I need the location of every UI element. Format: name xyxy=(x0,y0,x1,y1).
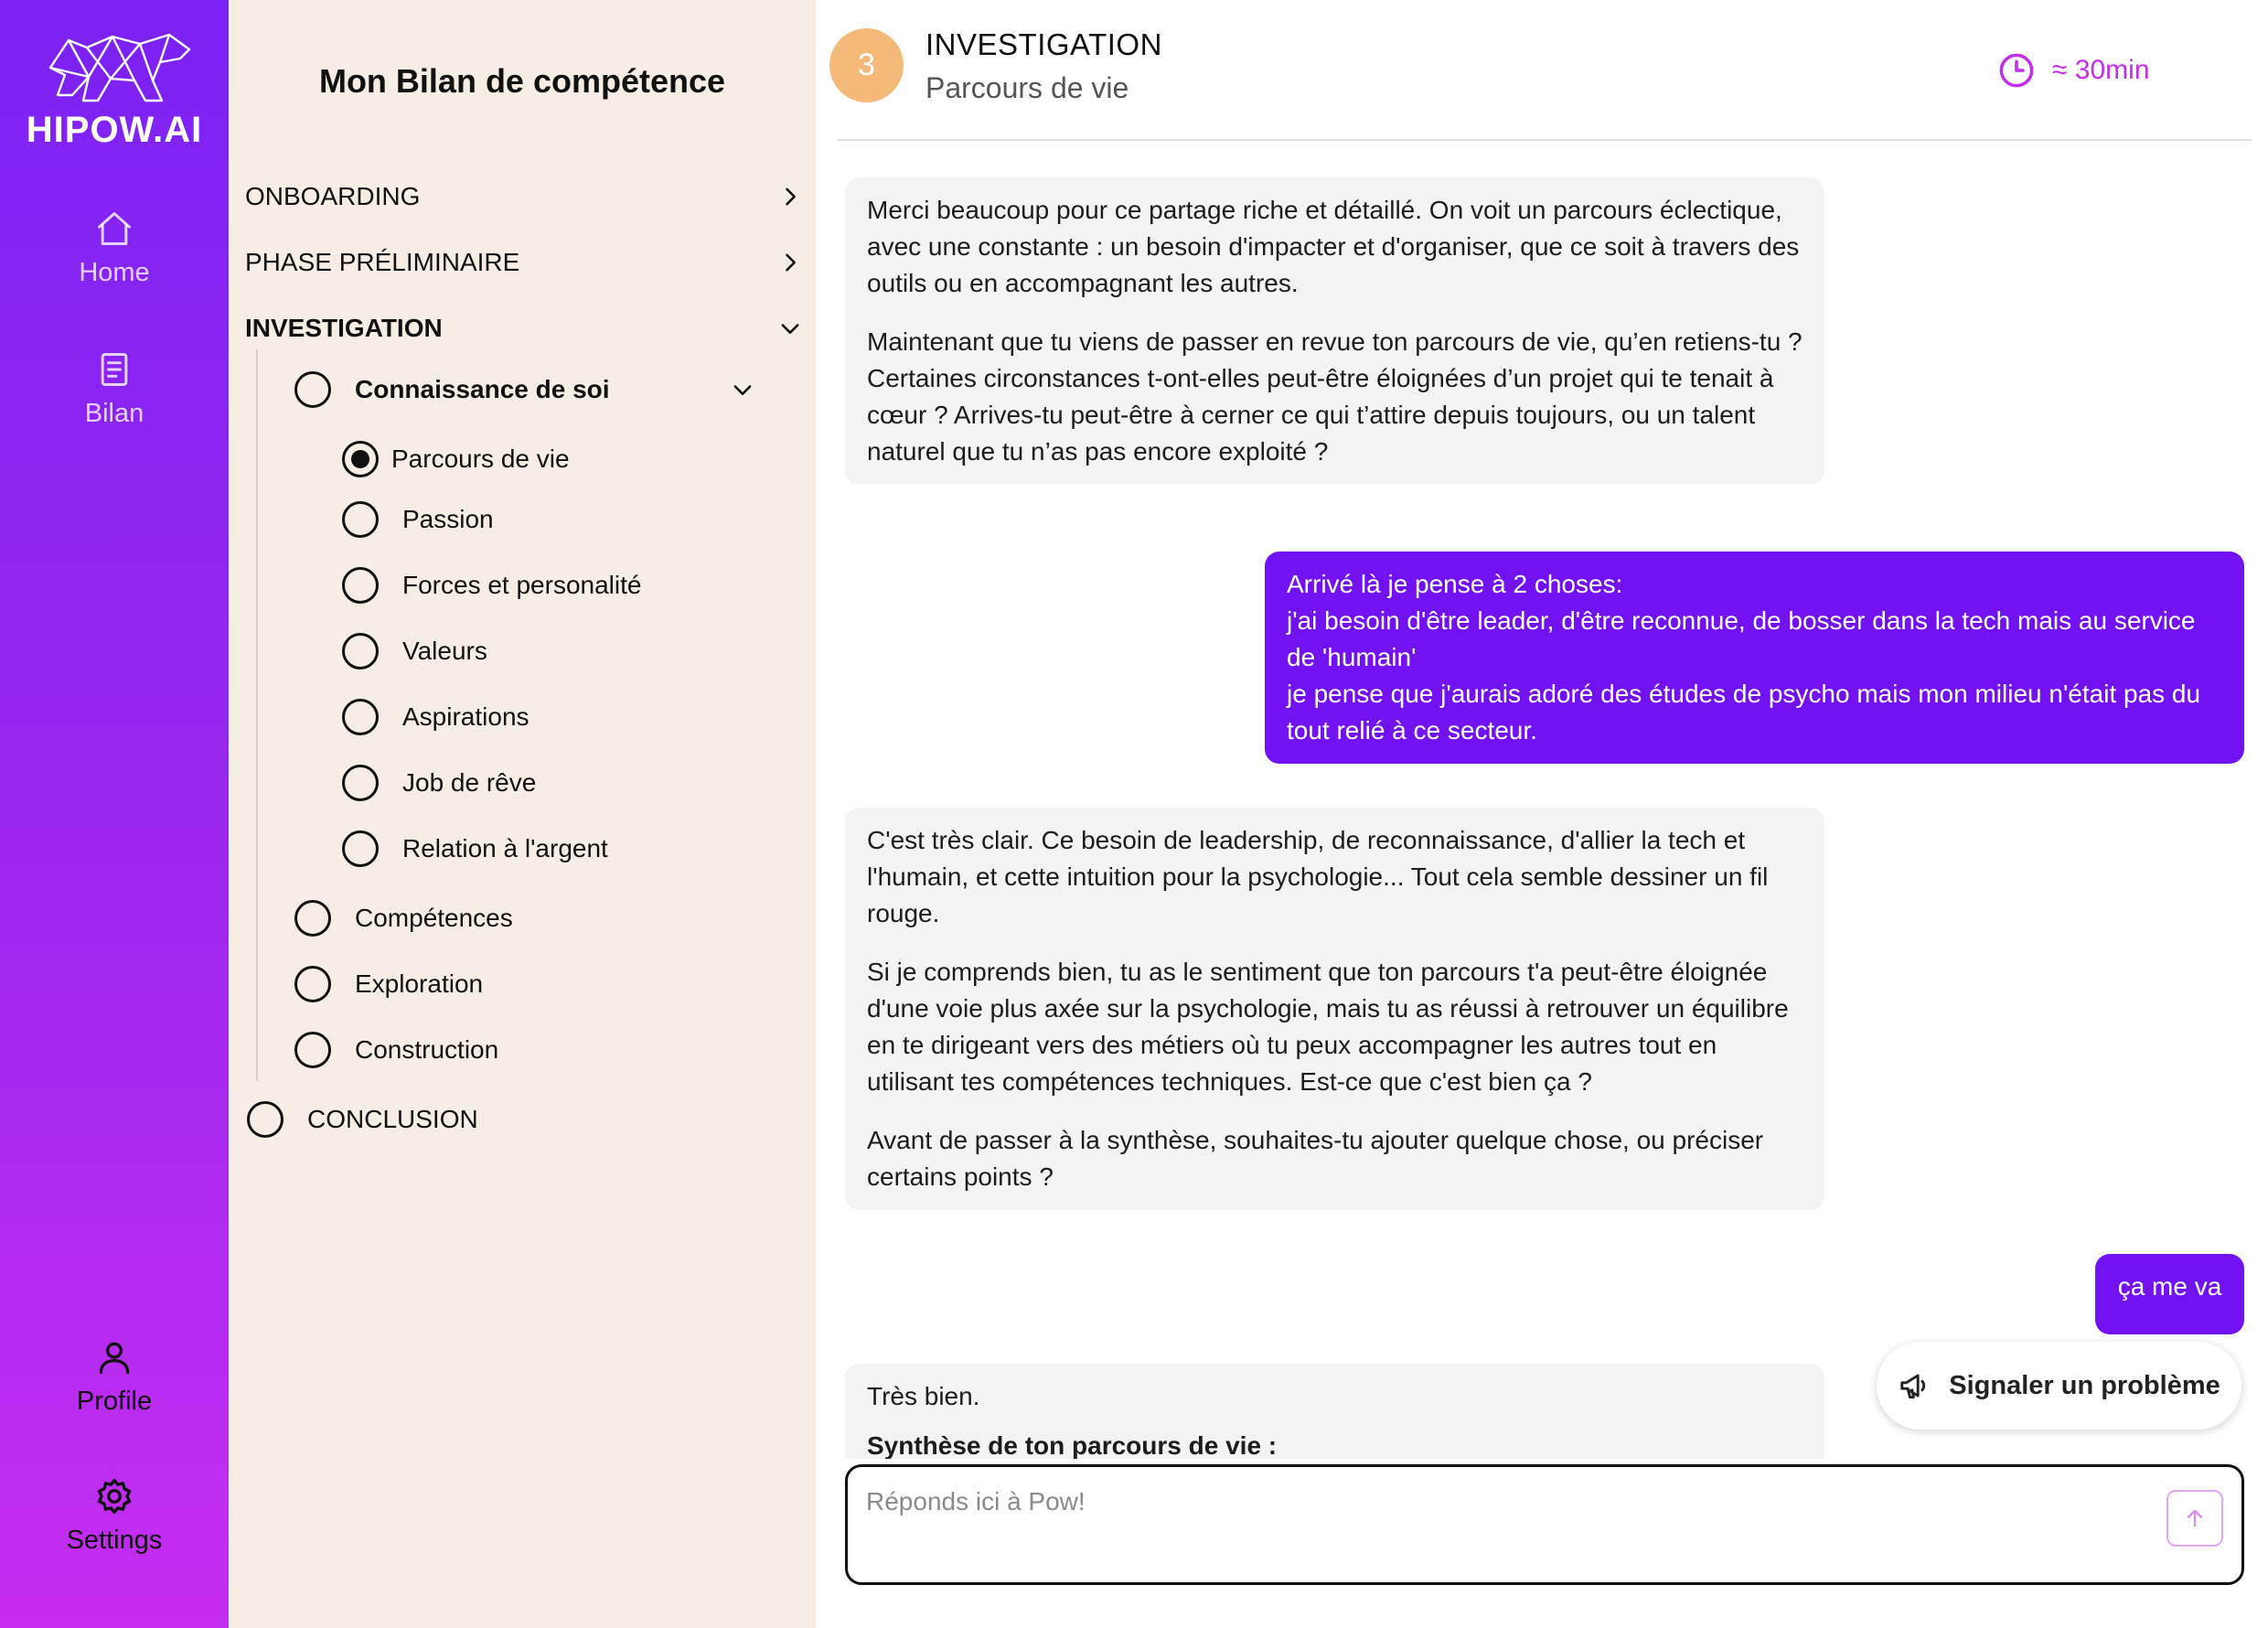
step-valeurs[interactable] xyxy=(342,633,487,669)
tree-connector xyxy=(256,349,258,1081)
section-label: Exploration xyxy=(355,969,484,998)
assistant-message xyxy=(845,1364,1824,1459)
message-line: Maintenant que tu viens de passer en revue ton parcours de vie, qu’en retiens-tu ? xyxy=(867,327,1803,356)
message-line: Certaines circonstances t-ont-elles peut-être éloignées d’un projet qui te tenait à cœur ? Arrives-tu peut-être à cerner ce qui t’attire depuis toujours, ou un talent naturel que tu n’as pas encore exploité ? xyxy=(867,364,1774,466)
phase-investigation[interactable] xyxy=(245,303,803,354)
assistant-message xyxy=(845,808,1824,1210)
radio-empty-icon xyxy=(342,567,379,604)
phase-conclusion-label: CONCLUSION xyxy=(307,1105,478,1133)
section-connaissance-label: Connaissance de soi xyxy=(355,375,610,403)
phase-onboarding[interactable] xyxy=(245,171,803,222)
message-heading: Synthèse de ton parcours de vie : xyxy=(867,1431,1278,1459)
message-paragraph: Merci beaucoup pour ce partage riche et détaillé. On voit un parcours éclectique, avec une constante : un besoin d'impacter et d'organiser, que ce soit à travers des outils ou en accompagnant les autres. xyxy=(867,196,1800,297)
message-paragraph: Très bien. xyxy=(867,1382,980,1410)
step-passion[interactable] xyxy=(342,501,494,538)
step-label: Valeurs xyxy=(402,637,487,665)
radio-selected-icon xyxy=(342,441,379,477)
clock-icon xyxy=(1997,51,2036,90)
section-exploration[interactable] xyxy=(294,966,483,1002)
radio-empty-icon xyxy=(247,1101,284,1138)
brand-name: HIPOW.AI xyxy=(26,110,203,150)
step-label: Job de rêve xyxy=(402,768,537,797)
message-line: j'ai besoin d'être leader, d'être reconnue, de bosser dans la tech mais au service de 'humain' xyxy=(1287,606,2196,671)
radio-empty-icon xyxy=(342,699,379,735)
chevron-down-icon[interactable] xyxy=(730,377,755,402)
message-paragraph: Si je comprends bien, tu as le sentiment que ton parcours t'a peut-être éloignée d'une voie plus axée sur la psychologie, mais tu as réussi à retrouver un équilibre en te dirigeant vers des métiers où tu peux accompagner les autres tout en utilisant tes compétences techniques. Est-ce que c'est bien ça ? xyxy=(867,958,1789,1096)
duration-label: ≈ 30min xyxy=(2052,55,2150,85)
message-paragraph: Avant de passer à la synthèse, souhaites-tu ajouter quelque chose, ou préciser certains points ? xyxy=(867,1126,1764,1191)
nav-profile[interactable] xyxy=(0,1337,229,1417)
app-rail xyxy=(0,0,229,1628)
radio-empty-icon xyxy=(294,1032,331,1068)
chevron-right-icon xyxy=(777,250,803,275)
message-paragraph: C'est très clair. Ce besoin de leadership, de reconnaissance, d'allier la tech et l'humain, et cette intuition pour la psychologie... Tout cela semble dessiner un fil rouge. xyxy=(867,826,1769,927)
document-icon xyxy=(94,349,134,390)
section-label: Compétences xyxy=(355,904,513,932)
gear-icon xyxy=(94,1476,134,1516)
chevron-down-icon xyxy=(777,316,803,341)
step-number-badge: 3 xyxy=(829,28,904,102)
radio-empty-icon xyxy=(294,900,331,937)
send-button[interactable] xyxy=(2166,1490,2223,1547)
chevron-right-icon xyxy=(777,184,803,209)
message-input[interactable] xyxy=(866,1487,2091,1560)
phase-conclusion[interactable] xyxy=(247,1101,478,1138)
polar-bear-logo-icon xyxy=(32,27,197,110)
phase-title: INVESTIGATION xyxy=(925,27,1162,61)
radio-empty-icon xyxy=(294,966,331,1002)
step-label: Passion xyxy=(402,505,494,533)
user-message xyxy=(2095,1254,2244,1334)
report-problem-label: Signaler un problème xyxy=(1949,1370,2220,1400)
section-competences[interactable] xyxy=(294,900,513,937)
step-aspirations[interactable] xyxy=(342,699,530,735)
header-divider xyxy=(838,139,2252,141)
radio-empty-icon xyxy=(294,371,331,408)
assistant-message xyxy=(845,177,1824,485)
radio-empty-icon xyxy=(342,830,379,867)
message-line: je pense que j'aurais adoré des études de psycho mais mon milieu n'était pas du tout relié à ce secteur. xyxy=(1287,680,2201,744)
step-forces-et-personalite[interactable] xyxy=(342,567,641,604)
step-relation-a-l-argent[interactable] xyxy=(342,830,608,867)
message-line: Arrivé là je pense à 2 choses: xyxy=(1287,570,1623,598)
nav-bilan-label: Bilan xyxy=(84,399,144,428)
radio-empty-icon xyxy=(342,765,379,801)
step-label: Relation à l'argent xyxy=(402,834,608,862)
radio-empty-icon xyxy=(342,501,379,538)
phase-onboarding-label: ONBOARDING xyxy=(245,182,421,210)
message-composer xyxy=(845,1464,2244,1585)
radio-empty-icon xyxy=(342,633,379,669)
step-parcours-de-vie[interactable] xyxy=(342,441,570,477)
section-construction[interactable] xyxy=(294,1032,498,1068)
steps-panel xyxy=(229,0,816,1628)
phase-preliminaire[interactable] xyxy=(245,237,803,288)
nav-home-label: Home xyxy=(79,258,150,287)
step-label: Forces et personalité xyxy=(402,571,642,599)
duration-estimate xyxy=(1997,51,2150,90)
nav-bilan[interactable] xyxy=(0,349,229,429)
phase-preliminaire-label: PHASE PRÉLIMINAIRE xyxy=(245,248,520,276)
report-problem-button[interactable] xyxy=(1877,1342,2241,1430)
section-label: Construction xyxy=(355,1035,499,1064)
arrow-up-icon xyxy=(2182,1505,2208,1531)
nav-profile-label: Profile xyxy=(76,1387,153,1416)
phase-investigation-label: INVESTIGATION xyxy=(245,314,443,342)
brand-logo[interactable] xyxy=(0,27,229,151)
nav-home[interactable] xyxy=(0,209,229,288)
megaphone-icon xyxy=(1898,1368,1932,1403)
step-label: Parcours de vie xyxy=(391,444,570,473)
step-subtitle: Parcours de vie xyxy=(925,71,1129,104)
step-job-de-reve[interactable] xyxy=(342,765,536,801)
message-text: ça me va xyxy=(2117,1272,2222,1301)
nav-settings-label: Settings xyxy=(66,1526,163,1555)
user-message xyxy=(1265,552,2244,764)
user-icon xyxy=(94,1337,134,1377)
section-connaissance-de-soi[interactable] xyxy=(294,371,610,408)
home-icon xyxy=(94,209,134,249)
steps-panel-title: Mon Bilan de compétence xyxy=(318,62,726,100)
step-label: Aspirations xyxy=(402,702,530,731)
nav-settings[interactable] xyxy=(0,1476,229,1556)
